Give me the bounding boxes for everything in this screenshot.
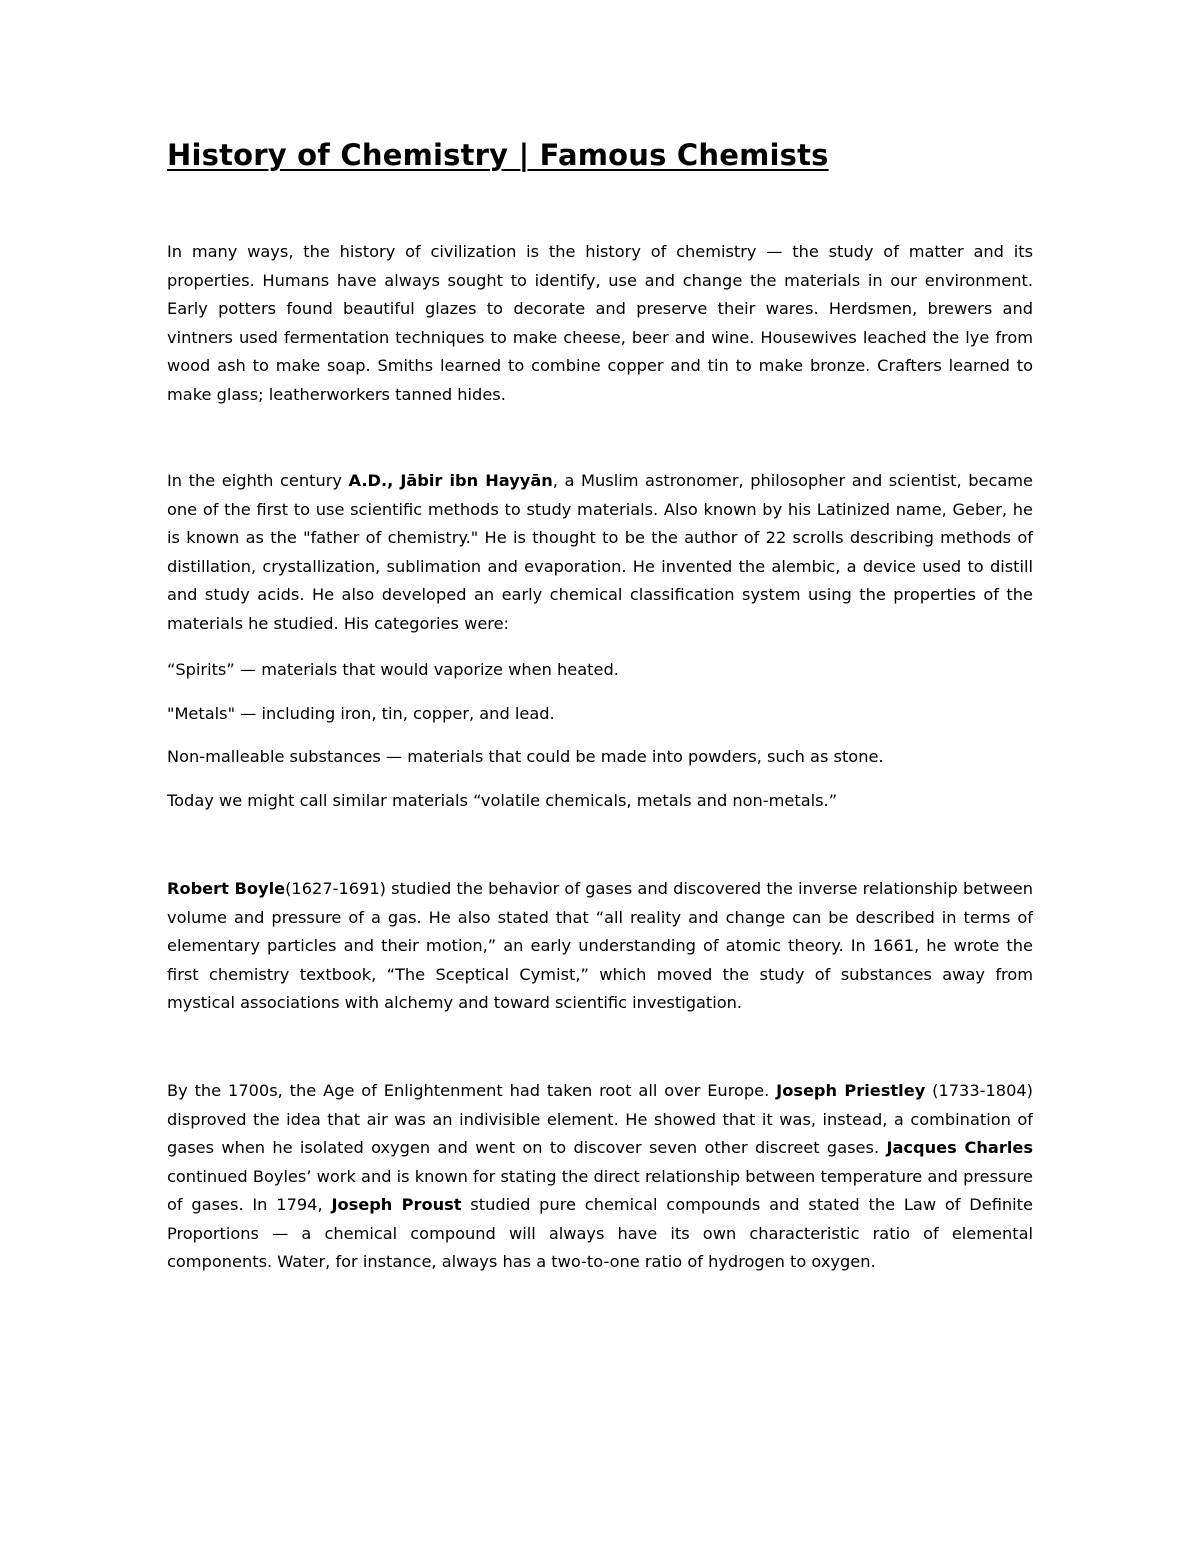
jabir-paragraph (167, 467, 1033, 638)
boyle-text: (1627-1691) studied the behavior of gases and discovered the inverse relationship between volume and pressure of a gas. He also stated that “all reality and change can be described in terms of elementary particles and their motion,” an early understanding of atomic theory. In 1661, he wrote the first chemistry textbook, “The Sceptical Cymist,” which moved the study of substances away from mystical associations with alchemy and toward scientific investigation. (167, 879, 1033, 1012)
category-metals: "Metals" — including iron, tin, copper, and lead. (167, 704, 555, 723)
jabir-text-before: In the eighth century (167, 471, 349, 490)
category-spirits: “Spirits” — materials that would vaporize when heated. (167, 660, 619, 679)
enlightenment-paragraph (167, 1077, 1033, 1277)
category-non-malleable: Non-malleable substances — materials that could be made into powders, such as stone. (167, 747, 884, 766)
jabir-text-after: , a Muslim astronomer, philosopher and scientist, became one of the first to use scientific methods to study materials. Also known by his Latinized name, Geber, he is known as the "father of chemistry." He is thought to be the author of 22 scrolls describing methods of distillation, crystallization, sublimation and evaporation. He invented the alembic, a device used to distill and study acids. He also developed an early chemical classification system using the properties of the materials he studied. His categories were: (167, 471, 1034, 633)
enlightenment-text-1: By the 1700s, the Age of Enlightenment had taken root all over Europe. (167, 1081, 777, 1100)
enlightenment-text-4: studied pure chemical compounds and stated the Law of Definite Proportions — a chemical compound will always have its own characteristic ratio of elemental components. Water, for instance, always has a two-to-one ratio of hydrogen to oxygen. (167, 1195, 1033, 1271)
boyle-paragraph (167, 875, 1033, 1018)
enlightenment-text-3: continued Boyles’ work and is known for stating the direct relationship between temperature and pressure of gases. In 1794, (167, 1166, 1033, 1214)
proust-name: Joseph Proust (331, 1195, 462, 1214)
page-title: History of Chemistry | Famous Chemists (167, 138, 829, 172)
boyle-name: Robert Boyle (167, 879, 286, 898)
jabir-name: A.D., Jābir ibn Hayyān (348, 471, 553, 490)
intro-paragraph: In many ways, the history of civilization is the history of chemistry — the study of matter and its properties. Humans have always sought to identify, use and change the materials in our environment. Early potters found beautiful glazes to decorate and preserve their wares. Herdsmen, brewers and vintners used fermentation techniques to make cheese, beer and wine. Housewives leached the lye from wood ash to make soap. Smiths learned to combine copper and tin to make bronze. Crafters learned to make glass; leatherworkers tanned hides. (167, 242, 1033, 404)
today-note: Today we might call similar materials “volatile chemicals, metals and non-metals.” (167, 791, 838, 810)
charles-name: Jacques Charles (886, 1138, 1033, 1157)
priestley-name: Joseph Priestley (776, 1081, 926, 1100)
enlightenment-text-2: (1733-1804) disproved the idea that air was an indivisible element. He showed that it was, instead, a combination of gases when he isolated oxygen and went on to discover seven other discreet gases. (167, 1081, 1033, 1157)
